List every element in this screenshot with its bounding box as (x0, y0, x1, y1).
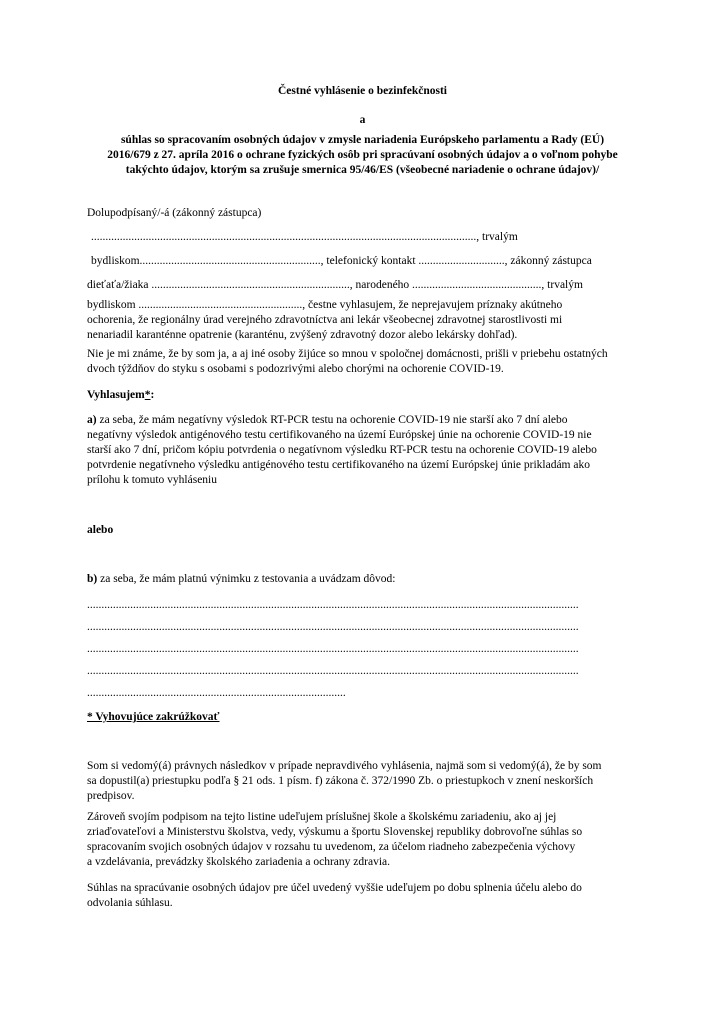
address-phone-field-line[interactable]: bydliskom..............................................................., telefonický kontakt .............................., zákonný zástupca (91, 255, 592, 267)
consequences-paragraph (87, 759, 647, 804)
duration-paragraph (87, 881, 647, 911)
subtitle-line: takýchto údajov, ktorým sa zrušuje smernica 95/46/ES (všeobecné nariadenie o ochrane údajov)/ (125, 164, 600, 176)
subtitle-line: súhlas so spracovaním osobných údajov v zmysle nariadenia Európskeho parlamentu a Rady (EÚ) (120, 134, 605, 146)
reason-line[interactable]: ........................................................................................................................................................................... (87, 643, 579, 655)
alebo-label: alebo (87, 524, 114, 536)
name-field-line[interactable]: ......................................................................................................................................, trvalým (91, 231, 518, 243)
subtitle-line: 2016/679 z 27. apríla 2016 o ochrane fyzických osôb pri spracúvaní osobných údajov a o voľnom pohybe (107, 149, 618, 161)
reason-line[interactable]: ........................................................................................................................................................................... (87, 621, 579, 633)
option-b-text: za seba, že mám platnú výnimku z testovania a uvádzam dôvod: (97, 573, 396, 585)
reason-line[interactable]: .......................................................................................... (87, 687, 346, 699)
reason-line[interactable]: ........................................................................................................................................................................... (87, 665, 579, 677)
declare-label: Vyhlasujem (87, 389, 145, 401)
document-title: Čestné vyhlásenie o bezinfekčnosti (278, 85, 447, 97)
signer-label: Dolupodpísaný/-á (zákonný zástupca) (87, 207, 262, 219)
option-a-line: potvrdenie negatívneho výsledku antigénového testu certifikovaného na území Európskej únie prikladám ako (87, 459, 590, 471)
declaration-paragraph (87, 298, 647, 343)
reason-lines[interactable] (87, 598, 639, 708)
declaration-line: ochorenia, že regionálny úrad verejného zdravotníctva ani lekár všeobecnej zdravotnej starostlivosti mi (87, 314, 563, 326)
declaration-line: bydliskom ........................................................., čestne vyhlasujem, že neprejavujem príznaky akútneho (87, 299, 563, 311)
option-a-line: starší ako 7 dní, pričom kópiu potvrdenia o negatívnom výsledku RT-PCR testu na ochorenie COVID-19 alebo (87, 444, 597, 456)
consent-line: a vzdelávania, prevádzky školského zariadenia a ochrany zdravia. (87, 856, 391, 868)
option-a-line: negatívny výsledok antigénového testu certifikovaného na území Európskej únie na ochorenie COVID-19 nie (87, 429, 592, 441)
child-field-line[interactable]: dieťaťa/žiaka ....................................................................., narodeného ............................................., trvalým (87, 279, 583, 291)
option-b[interactable] (87, 572, 396, 587)
duration-line: Súhlas na spracúvanie osobných údajov pre účel uvedený vyššie udeľujem po dobu splnenia účelu alebo do (87, 882, 582, 894)
consent-line: Zároveň svojím podpisom na tejto listine udeľujem príslušnej škole a školskému zariadeniu, ako aj jej (87, 811, 557, 823)
consequences-line: sa dopustil(a) priestupku podľa § 21 ods. 1 písm. f) zákona č. 372/1990 Zb. o priestupkoch v znení neskorších (87, 775, 594, 787)
declare-marker: * (144, 389, 151, 401)
option-a[interactable] (87, 413, 647, 488)
document-subtitle (0, 133, 725, 178)
option-b-prefix: b) (87, 573, 98, 585)
contact-paragraph (87, 347, 647, 377)
consent-line: zriaďovateľovi a Ministerstvu školstva, vedy, výskumu a športu Slovenskej republiky dobrovoľne súhlas so (87, 826, 583, 838)
declare-heading (87, 388, 154, 403)
contact-line: Nie je mi známe, že by som ja, a aj iné osoby žijúce so mnou v spoločnej domácnosti, prišli v priebehu ostatných (87, 348, 608, 360)
option-a-line: a) za seba, že mám negatívny výsledok RT-PCR testu na ochorenie COVID-19 nie starší ako 7 dní alebo (87, 414, 568, 426)
contact-line: dvoch týždňov do styku s osobami s podozrivými alebo chorými na ochorenie COVID-19. (87, 363, 504, 375)
title-conjunction: a (359, 114, 366, 126)
declaration-line: nenariadil karanténne opatrenie (karanténu, zvýšený zdravotný dozor alebo lekársky dohľad). (87, 329, 518, 341)
consequences-line: Som si vedomý(á) právnych následkov v prípade nepravdivého vyhlásenia, najmä som si vedomý(á), že by som (87, 760, 602, 772)
consequences-line: predpisov. (87, 790, 135, 802)
consent-paragraph (87, 810, 647, 870)
reason-line[interactable]: ........................................................................................................................................................................... (87, 599, 579, 611)
footnote: * Vyhovujúce zakrúžkovať (87, 711, 220, 723)
option-a-line: prílohu k tomuto vyhláseniu (87, 474, 218, 486)
consent-line: spracovaním svojich osobných údajov v rozsahu tu uvedenom, za účelom riadneho zabezpečenia výchovy (87, 841, 576, 853)
option-a-prefix: a) (87, 414, 97, 426)
duration-line: odvolania súhlasu. (87, 897, 173, 909)
declare-colon: : (150, 389, 155, 401)
